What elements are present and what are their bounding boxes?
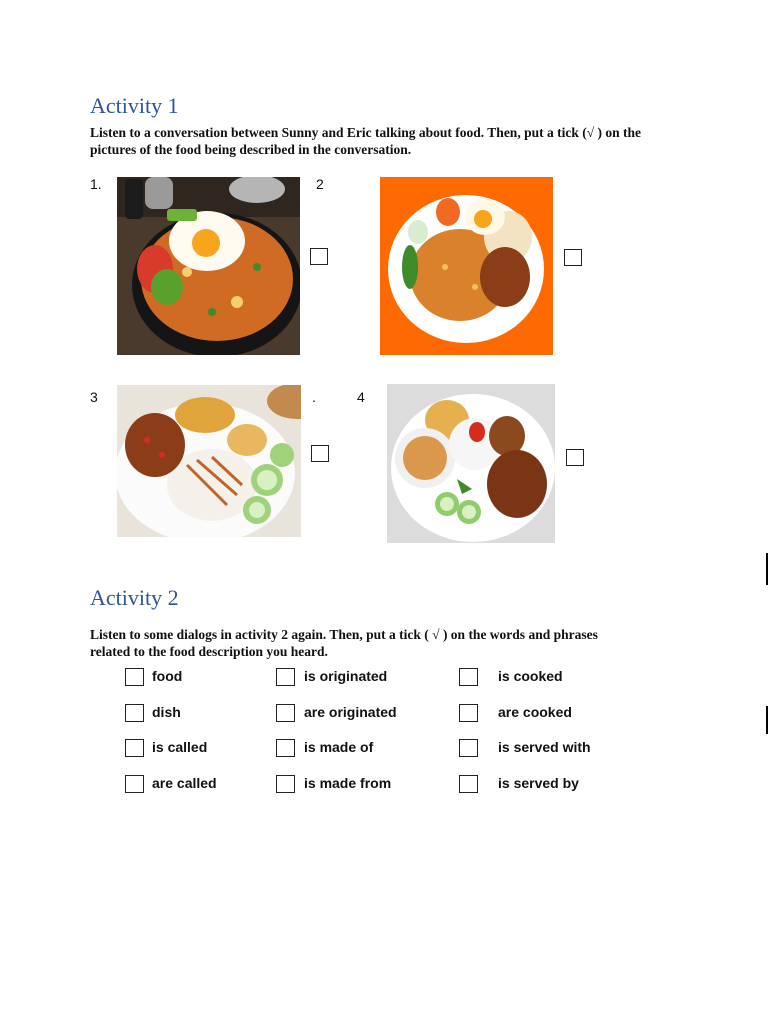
phrase-label-is-called: is called	[152, 739, 208, 755]
phrase-label-food: food	[152, 668, 183, 684]
tick-box-item-3[interactable]	[311, 445, 329, 462]
item-2-number: 2	[316, 176, 324, 192]
item-3-number: 3	[90, 389, 98, 405]
activity-2-instruction	[90, 626, 730, 660]
activity-2-instruction-line-2: related to the food description you heard.	[90, 644, 328, 659]
phrase-label-are-called: are called	[152, 775, 217, 791]
tick-box-item-4[interactable]	[566, 449, 584, 466]
food-image-4	[387, 384, 555, 543]
phrase-label-is-served-with: is served with	[498, 739, 591, 755]
stray-mark: .	[312, 389, 316, 405]
tick-box-item-2[interactable]	[564, 249, 582, 266]
phrase-label-is-cooked: is cooked	[498, 668, 563, 684]
phrase-checkbox-is-called[interactable]	[125, 739, 144, 757]
phrase-label-is-originated: is originated	[304, 668, 388, 684]
activity-1-heading: Activity 1	[90, 93, 179, 118]
food-image-3	[117, 385, 301, 537]
phrase-checkbox-is-cooked[interactable]	[459, 668, 478, 686]
phrase-checkbox-dish[interactable]	[125, 704, 144, 722]
activity-2-instruction-line-1: Listen to some dialogs in activity 2 again. Then, put a tick ( √ ) on the words and phrases	[90, 627, 598, 642]
phrase-checkbox-are-cooked[interactable]	[459, 704, 478, 722]
phrase-label-are-cooked: are cooked	[498, 704, 572, 720]
phrase-checkbox-is-made-of[interactable]	[276, 739, 295, 757]
food-image-1	[117, 177, 300, 355]
item-1-number: 1.	[90, 176, 102, 192]
phrase-checkbox-is-served-with[interactable]	[459, 739, 478, 757]
activity-1-instruction-line-1: Listen to a conversation between Sunny and Eric talking about food. Then, put a tick (√ ) on the	[90, 125, 641, 140]
activity-1-instruction	[90, 124, 730, 158]
phrase-checkbox-is-made-from[interactable]	[276, 775, 295, 793]
phrase-checkbox-is-originated[interactable]	[276, 668, 295, 686]
phrase-label-are-originated: are originated	[304, 704, 397, 720]
activity-2-heading: Activity 2	[90, 585, 179, 610]
phrase-checkbox-are-originated[interactable]	[276, 704, 295, 722]
item-4-number: 4	[357, 389, 365, 405]
food-image-2	[380, 177, 553, 355]
phrase-checkbox-are-called[interactable]	[125, 775, 144, 793]
phrase-checkbox-is-served-by[interactable]	[459, 775, 478, 793]
phrase-label-is-made-from: is made from	[304, 775, 392, 791]
phrase-label-dish: dish	[152, 704, 181, 720]
phrase-label-is-served-by: is served by	[498, 775, 579, 791]
activity-1-instruction-line-2: pictures of the food being described in the conversation.	[90, 142, 412, 157]
phrase-label-is-made-of: is made of	[304, 739, 374, 755]
tick-box-item-1[interactable]	[310, 248, 328, 265]
phrase-checkbox-food[interactable]	[125, 668, 144, 686]
